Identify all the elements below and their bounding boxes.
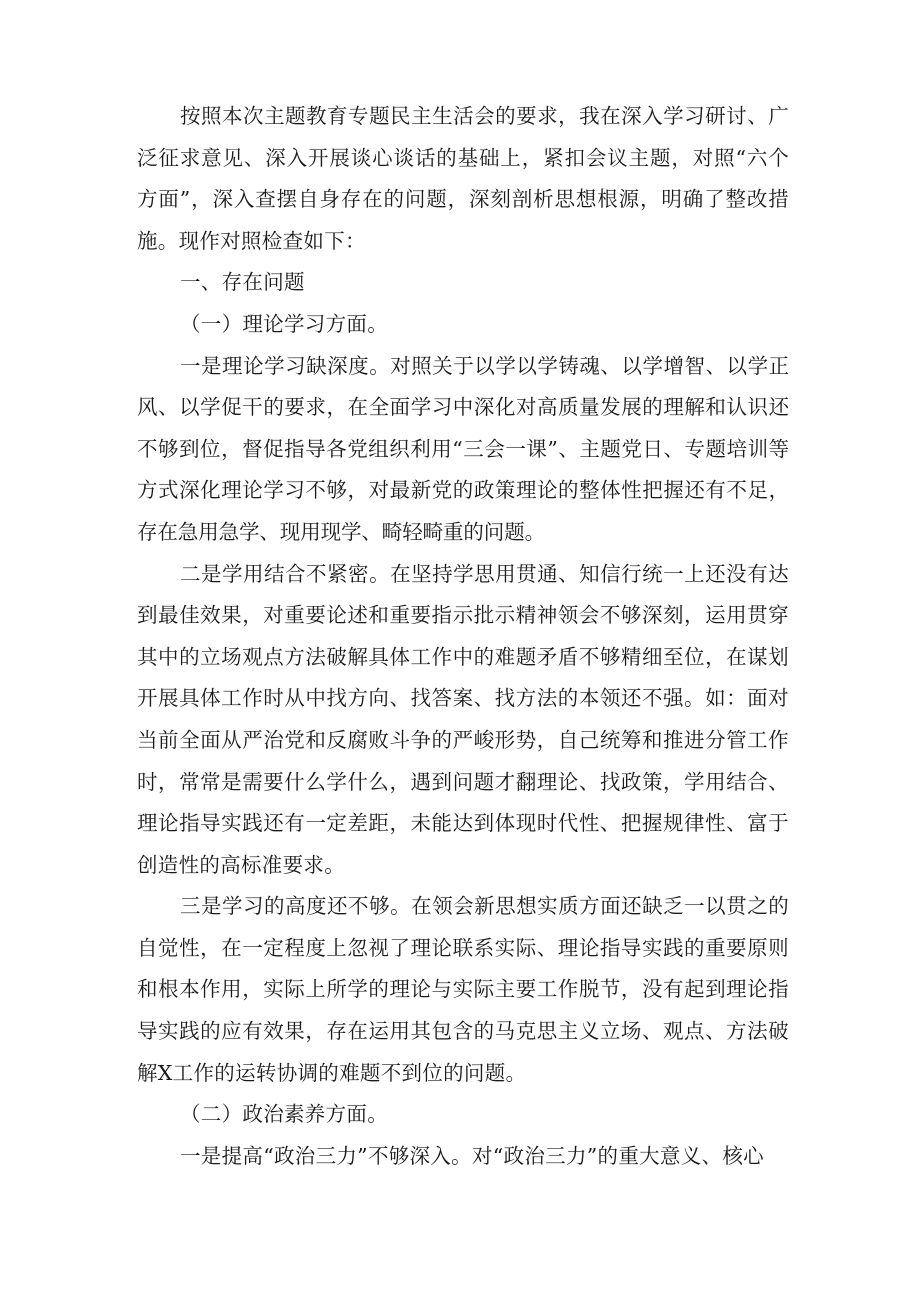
theory-study-point-2: 二是学用结合不紧密。在坚持学思用贯通、知信行统一上还没有达到最佳效果，对重要论述和重要指示批示精神领会不够深刻，运用贯穿其中的立场观点方法破解具体工作中的难题矛盾不够精细至位，在谋划开展具体工作时从中找方向、找答案、找方法的本领还不强。如：面对当前全面从严治党和反腐败斗争的严峻形势，自己统筹和推进分管工作时，常常是需要什么学什么，遇到问题才翻理论、找政策，学用结合、理论指导实践还有一定差距，未能达到体现时代性、把握规律性、富于创造性的高标准要求。 xyxy=(137,561,789,877)
theory-study-point-3: 三是学习的高度还不够。在领会新思想实质方面还缺乏一以贯之的自觉性，在一定程度上忽视了理论联系实际、理论指导实践的重要原则和根本作用，实际上所学的理论与实际主要工作脱节，没有起到理论指导实践的应有效果，存在运用其包含的马克思主义立场、观点、方法破解X工作的运转协调的难题不到位的问题。 xyxy=(137,894,789,1085)
theory-study-point-1: 一是理论学习缺深度。对照关于以学以学铸魂、以学增智、以学正风、以学促干的要求，在全面学习中深化对高质量发展的理解和认识还不够到位，督促指导各党组织利用“三会一课”、主题党日、专题培训等方式深化理论学习不够，对最新党的政策理论的整体性把握还有不足，存在急用急学、现用现学、畸轻畸重的问题。 xyxy=(137,353,789,544)
intro-paragraph: 按照本次主题教育专题民主生活会的要求，我在深入学习研讨、广泛征求意见、深入开展谈心谈话的基础上，紧扣会议主题，对照“六个方面”，深入查摆自身存在的问题，深刻剖析思想根源，明确了整改措施。现作对照检查如下： xyxy=(137,104,789,253)
document-page xyxy=(137,96,789,1177)
subsection-title-political-quality: （二）政治素养方面。 xyxy=(180,1102,388,1127)
section-title-problems: 一、存在问题 xyxy=(180,270,305,295)
political-quality-point-1: 一是提高“政治三力”不够深入。对“政治三力”的重大意义、核心 xyxy=(180,1143,764,1168)
subsection-title-theory-study: （一）理论学习方面。 xyxy=(180,311,388,336)
